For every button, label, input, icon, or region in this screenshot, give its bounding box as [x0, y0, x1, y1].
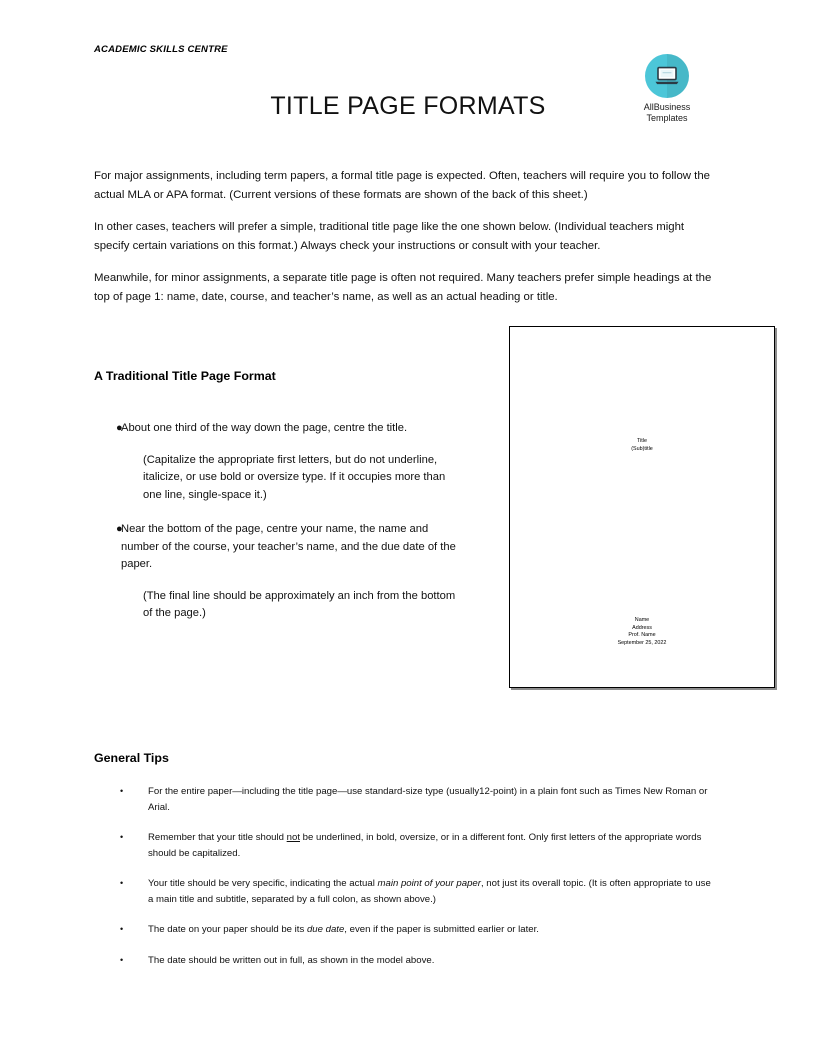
- sample-title-line: Title: [637, 438, 647, 444]
- list-item-text: [148, 876, 712, 907]
- emphasis-italic: due date: [306, 924, 345, 935]
- text-run: be underlined, in bold, oversize, or in a different font. Only first letters of the appropriate words should be capitalized.: [148, 832, 702, 859]
- text-run: , not just its overall topic. (It is often appropriate to use a main title and subtitle, separated by a full colon, as shown above.): [148, 878, 711, 905]
- list-item-note: (The final line should be approximately an inch from the bottom of the page.): [143, 589, 456, 619]
- laptop-glyph: [654, 66, 680, 86]
- list-item-text: Near the bottom of the page, centre your name, the name and number of the course, your teacher’s name, and the due date of the paper.: [121, 523, 456, 570]
- bullet-icon: •: [120, 786, 124, 796]
- general-tips-list: [120, 784, 712, 983]
- text-run: The date should be written out in full, as shown in the model above.: [148, 954, 435, 966]
- text-run: For the entire paper—including the title page—use standard-size type (usually12-point) in a plain font such as Times New Roman or Arial.: [148, 786, 708, 813]
- spacer: [94, 504, 464, 521]
- sample-subtitle-line: (Sub)title: [631, 445, 653, 452]
- traditional-format-heading: A Traditional Title Page Format: [94, 369, 276, 383]
- emphasis-underline: not: [286, 832, 300, 843]
- list-item: [120, 953, 712, 969]
- bullet-icon: •: [120, 954, 124, 965]
- list-item-text: [148, 922, 712, 938]
- sample-footer-line: Address: [632, 624, 652, 631]
- text-run: The date on your paper should be its: [148, 924, 307, 935]
- text-run: Remember that your title should: [148, 832, 287, 843]
- intro-paragraphs: [94, 167, 712, 320]
- list-item-note: (Capitalize the appropriate first letters, but do not underline, italicize, or use bold or oversize type. If it occupies more than one line, single-space it.): [143, 453, 446, 501]
- list-item: [120, 784, 712, 815]
- sample-footer-line: Prof. Name: [628, 632, 656, 639]
- logo-line-1: AllBusiness: [643, 102, 691, 112]
- sample-footer-line: Name: [634, 617, 650, 623]
- emphasis-italic: main point of your paper: [377, 878, 481, 889]
- traditional-format-list: [94, 420, 464, 623]
- bullet-icon: •: [120, 924, 124, 934]
- text-run: Your title should be very specific, indicating the actual: [148, 878, 378, 889]
- text-run: , even if the paper is submitted earlier or later.: [344, 924, 539, 935]
- general-tips-heading: General Tips: [94, 751, 169, 765]
- page-title: TITLE PAGE FORMATS: [270, 92, 546, 120]
- list-item: [120, 830, 712, 861]
- list-item-text: [148, 830, 712, 861]
- department-label: ACADEMIC SKILLS CENTRE: [94, 44, 228, 55]
- intro-paragraph: In other cases, teachers will prefer a simple, traditional title page like the one shown below. (Individual teachers might specify certain variations on this format.) Always check your instructions or consult with your teacher.: [94, 221, 685, 252]
- list-item-text: [148, 784, 712, 815]
- sample-title-block: [510, 438, 774, 453]
- bullet-icon: ●: [116, 523, 123, 535]
- list-item: [120, 876, 712, 907]
- sample-title-page: [509, 326, 775, 688]
- intro-paragraph: For major assignments, including term papers, a formal title page is expected. Often, teachers will require you to follow the actual MLA or APA format. (Current versions of these formats are shown of the back of this sheet.): [94, 170, 711, 201]
- logo-line-2: Templates: [646, 112, 688, 123]
- list-item-text: About one third of the way down the page, centre the title.: [121, 422, 408, 434]
- sample-footer-block: [510, 617, 774, 647]
- list-item: [120, 922, 712, 938]
- list-item: [94, 521, 464, 574]
- intro-paragraph: Meanwhile, for minor assignments, a separate title page is often not required. Many teachers prefer simple headings at the top of page 1: name, date, course, and teacher’s name, as well as an actual heading or title.: [94, 272, 712, 303]
- bullet-icon: •: [120, 832, 124, 842]
- list-item-text: [148, 953, 712, 969]
- bullet-icon: ●: [116, 422, 123, 434]
- list-item: [94, 420, 464, 438]
- bullet-icon: •: [120, 878, 124, 888]
- sample-footer-line: September 25, 2022: [617, 639, 667, 646]
